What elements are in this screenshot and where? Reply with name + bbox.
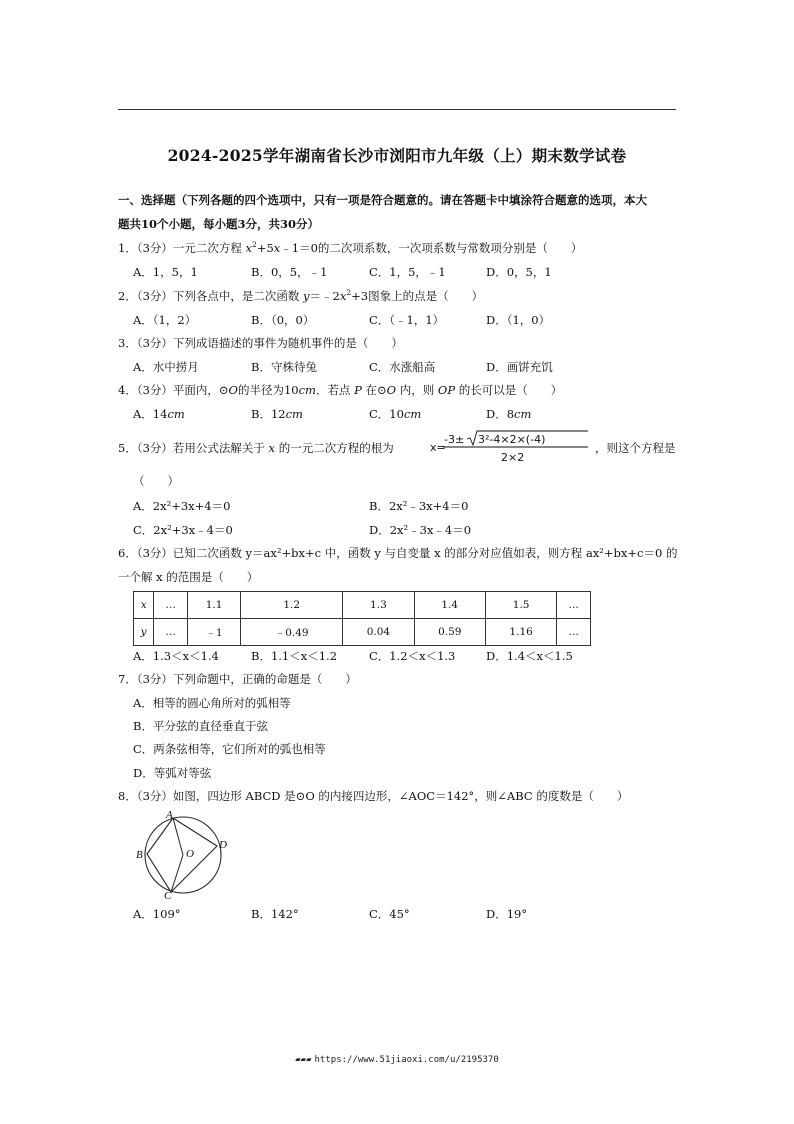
q3-option-a[interactable]: A．水中捞月 — [133, 360, 199, 374]
table-cell: 1.3 — [343, 592, 414, 619]
q5-text-a: 5．（3分）若用公式法解关于 — [118, 441, 269, 455]
q4-unit: cm — [298, 383, 316, 397]
q1-option-d[interactable]: D．0，5，1 — [486, 265, 552, 279]
q4-var-o: O — [228, 383, 238, 397]
q7-option-b[interactable]: B．平分弦的直径垂直于弦 — [133, 719, 268, 733]
table-cell: y — [134, 619, 154, 646]
q2-text-e: +3图象上的点是（ ） — [351, 289, 484, 303]
section-heading-line2: 题共10个小题，每小题3分，共30分） — [118, 217, 320, 231]
q8-label-a: A — [166, 810, 173, 821]
q8-option-d[interactable]: D．19° — [486, 907, 528, 921]
q4-text-g: 在⊙ — [361, 383, 387, 397]
table-cell: 1.4 — [414, 592, 485, 619]
question-2 — [118, 289, 483, 303]
table-cell: 1.16 — [485, 619, 556, 646]
table-row — [134, 592, 591, 619]
q4-text-i: 内，则 — [396, 383, 438, 397]
q2-option-c[interactable]: C．（﹣1，1） — [369, 313, 445, 327]
q1-sup: 2 — [252, 240, 257, 249]
q3-option-c[interactable]: C．水涨船高 — [369, 360, 436, 374]
q7-option-c[interactable]: C．两条弦相等，它们所对的弧也相等 — [133, 742, 326, 756]
q1-text-a: 1．（3分）一元二次方程 — [118, 241, 246, 255]
q5-formula-numerator-prefix: -3± — [444, 433, 465, 446]
q8-option-b[interactable]: B．142° — [251, 907, 299, 921]
q4-var-o2: O — [386, 383, 397, 397]
section-heading-line1: 一、选择题（下列各题的四个选项中，只有一项是符合题意的。请在答题卡中填涂符合题意的选项，本大 — [118, 193, 647, 207]
question-1 — [118, 241, 582, 255]
q5-text-tail: ，则这个方程是 — [595, 441, 676, 455]
q5-formula-radicand: 3²-4×2×(-4) — [478, 433, 546, 446]
q1-option-b[interactable]: B．0，5，﹣1 — [251, 265, 328, 279]
table-cell: ﹣0.49 — [241, 619, 343, 646]
q4-option-c-unit: cm — [403, 407, 422, 421]
q4-option-a[interactable] — [133, 407, 185, 421]
q8-option-c[interactable]: C．45° — [369, 907, 410, 921]
q5-formula-x: x= — [430, 441, 446, 454]
q4-option-d[interactable] — [486, 407, 531, 421]
q4-option-d-value: D．8 — [486, 407, 515, 421]
header-rule — [118, 109, 676, 110]
q4-option-b-value: B．12 — [251, 407, 286, 421]
q8-label-b: B — [136, 849, 143, 861]
q6-option-a[interactable]: A．1.3＜x＜1.4 — [133, 649, 219, 663]
q2-option-a[interactable]: A．（1，2） — [133, 313, 197, 327]
table-cell: 0.04 — [343, 619, 414, 646]
q4-option-d-unit: cm — [514, 407, 532, 421]
q6-option-d[interactable]: D．1.4＜x＜1.5 — [486, 649, 573, 663]
question-7: 7．（3分）下列命题中，正确的命题是（ ） — [118, 672, 357, 686]
table-cell: x — [134, 592, 154, 619]
q1-text-e: ﹣1＝0的二次项系数，一次项系数与常数项分别是（ ） — [280, 241, 583, 255]
q8-figure-svg — [133, 810, 233, 900]
q5-formula-svg — [430, 430, 590, 466]
question-8: 8．（3分）如图，四边形 ABCD 是⊙O 的内接四边形，∠AOC＝142°，则∠ABC 的度数是（ ） — [118, 789, 629, 803]
q8-label-c: C — [164, 890, 172, 900]
q8-label-d: D — [219, 839, 227, 851]
q5-formula-denominator: 2×2 — [501, 451, 525, 464]
q4-option-c-value: C．10 — [369, 407, 404, 421]
q5-option-a[interactable]: A．2x²+3x+4＝0 — [133, 499, 231, 513]
q5-formula — [430, 430, 590, 466]
question-6-line1: 6．（3分）已知二次函数 y＝ax²+bx+c 中，函数 y 与自变量 x 的部分对应值如表，则方程 ax²+bx+c＝0 的 — [118, 546, 678, 560]
q8-quadrilateral — [147, 818, 217, 892]
q4-option-b-unit: cm — [285, 407, 303, 421]
table-cell: 0.59 — [414, 619, 485, 646]
page-title: 2024-2025学年湖南省长沙市浏阳市九年级（上）期末数学试卷 — [167, 146, 627, 165]
table-cell: 1.1 — [187, 592, 240, 619]
q4-option-b[interactable] — [251, 407, 303, 421]
q7-option-d[interactable]: D．等弧对等弦 — [133, 766, 212, 780]
q5-option-c[interactable]: C．2x²+3x﹣4＝0 — [133, 523, 233, 537]
footer-url-link[interactable]: https://www.51jiaoxi.com/u/2195370 — [314, 1055, 499, 1065]
question-6-line2: 一个解 x 的范围是（ ） — [118, 570, 259, 584]
q6-option-c[interactable]: C．1.2＜x＜1.3 — [369, 649, 456, 663]
table-cell: … — [557, 592, 591, 619]
q2-var-y: y — [303, 289, 310, 303]
q1-option-c[interactable]: C．1，5，﹣1 — [369, 265, 446, 279]
q2-sup: 2 — [346, 288, 352, 297]
q1-var-2: x — [273, 241, 281, 255]
q3-option-b[interactable]: B．守株待兔 — [251, 360, 317, 374]
q6-option-b[interactable]: B．1.1＜x＜1.2 — [251, 649, 338, 663]
table-cell: … — [154, 619, 188, 646]
q5-text-c: 的一元二次方程的根为 — [275, 441, 394, 455]
q4-var-op: OP — [437, 383, 456, 397]
table-cell: ﹣1 — [187, 619, 240, 646]
q3-option-d[interactable]: D．画饼充饥 — [486, 360, 553, 374]
q5-option-d[interactable]: D．2x²﹣3x﹣4＝0 — [369, 523, 472, 537]
q4-option-a-value: A．14 — [133, 407, 168, 421]
q1-var: x — [245, 241, 253, 255]
question-3: 3．（3分）下列成语描述的事件为随机事件的是（ ） — [118, 336, 403, 350]
q5-option-b[interactable]: B．2x²﹣3x+4＝0 — [369, 499, 469, 513]
q6-value-table — [133, 591, 591, 646]
page-footer — [0, 1055, 794, 1065]
question-4 — [118, 383, 562, 397]
q7-option-a[interactable]: A．相等的圆心角所对的弧相等 — [133, 696, 291, 710]
q1-text-c: +5 — [256, 241, 274, 255]
q2-option-d[interactable]: D．（1，0） — [486, 313, 551, 327]
q4-option-c[interactable] — [369, 407, 421, 421]
q2-var-x: x — [339, 289, 347, 303]
table-cell: … — [557, 619, 591, 646]
q4-text-e: ．若点 — [315, 383, 355, 397]
question-5 — [118, 441, 394, 455]
q4-text-k: 的长可以是（ ） — [455, 383, 563, 397]
q8-circle-figure — [133, 810, 233, 900]
table-row — [134, 619, 591, 646]
site-logo-icon: ▰▰▰ — [295, 1055, 312, 1065]
q5-paren: （ ） — [133, 474, 179, 488]
q8-option-a[interactable]: A．109° — [133, 907, 181, 921]
q4-var-p: P — [354, 383, 362, 397]
q2-text-c: ＝﹣2 — [309, 289, 340, 303]
q4-text-c: 的半径为10 — [237, 383, 299, 397]
q5-var-x: x — [268, 441, 276, 455]
q8-label-o: O — [186, 848, 194, 860]
q2-text-a: 2．（3分）下列各点中，是二次函数 — [118, 289, 304, 303]
table-cell: … — [154, 592, 188, 619]
table-cell: 1.2 — [241, 592, 343, 619]
q1-option-a[interactable]: A．1，5，1 — [133, 265, 198, 279]
q2-option-b[interactable]: B．（0，0） — [251, 313, 315, 327]
table-cell: 1.5 — [485, 592, 556, 619]
q4-text-a: 4．（3分）平面内，⊙ — [118, 383, 229, 397]
q4-option-a-unit: cm — [167, 407, 185, 421]
